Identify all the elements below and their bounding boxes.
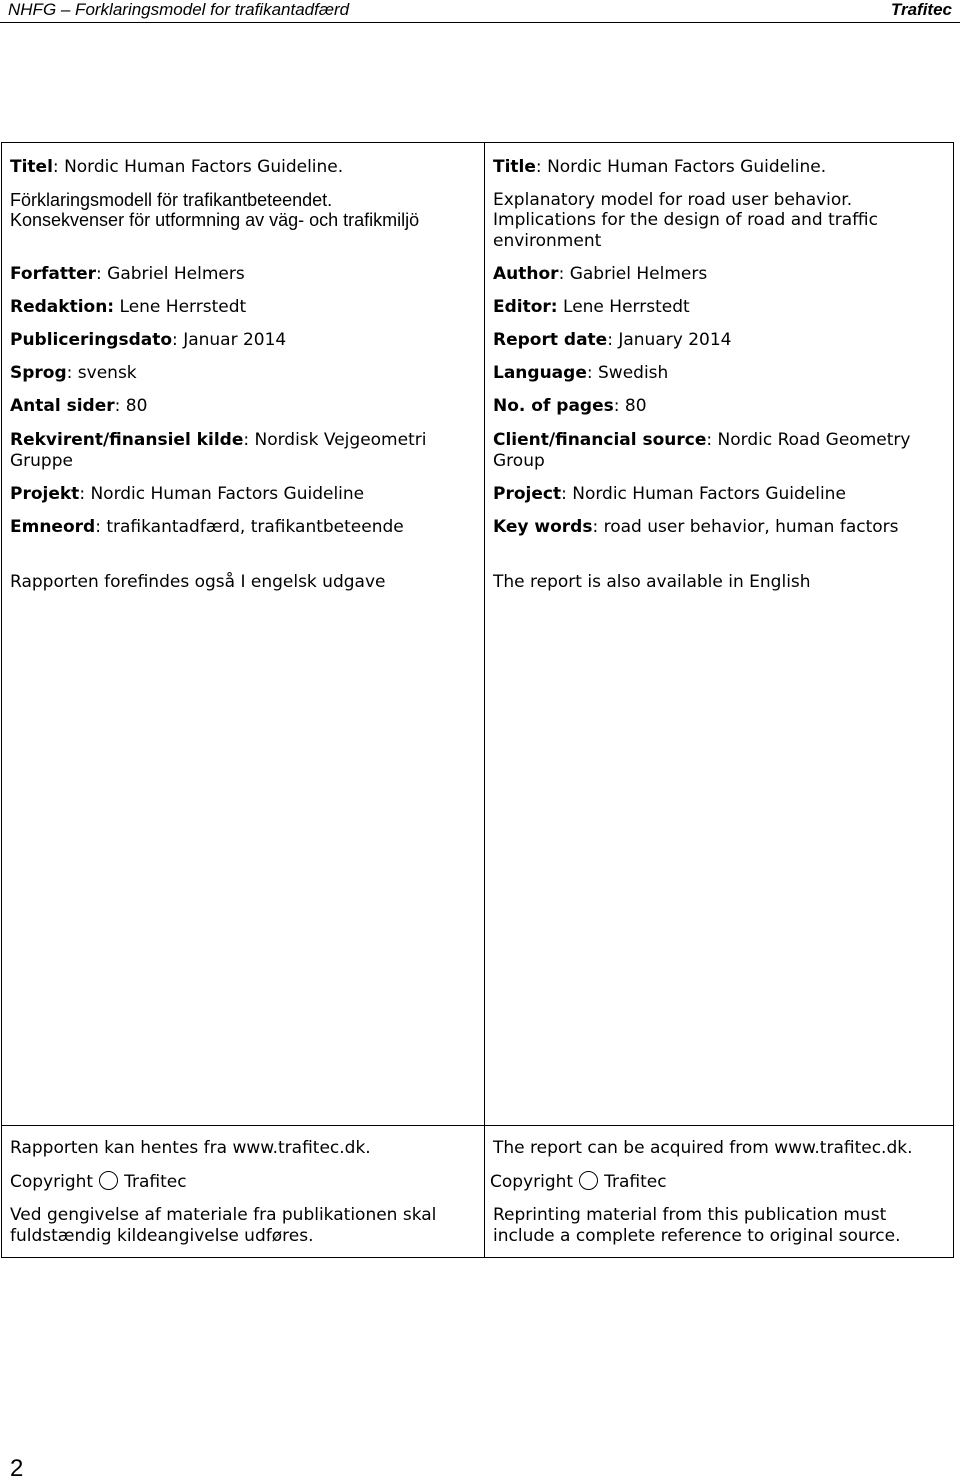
left-keywords-label: Emneord (10, 517, 96, 537)
header-brand: Trafitec (890, 0, 952, 19)
right-footer-line1: The report can be acquired from www.trafitec.dk. (493, 1138, 913, 1158)
copyright-icon (99, 1171, 118, 1190)
left-project-label: Projekt (10, 484, 80, 504)
left-title-row: Titel: Nordic Human Factors Guideline. (10, 157, 344, 177)
copyright-icon (579, 1171, 598, 1190)
right-copyright-owner: Trafitec (604, 1172, 667, 1192)
column-divider (484, 142, 485, 1258)
right-project-value: Nordic Human Factors Guideline (572, 484, 846, 504)
left-lang-label: Sprog (10, 363, 67, 383)
left-footer-line1: Rapporten kan hentes fra www.trafitec.dk. (10, 1138, 371, 1158)
right-keywords-row: Key words: road user behavior, human factors (493, 517, 899, 537)
right-copyright-word: Copyright (490, 1172, 574, 1192)
right-footer-line3: Reprinting material from this publication must (493, 1205, 887, 1225)
left-date-value: Januar 2014 (183, 330, 287, 350)
left-client-line2: Gruppe (10, 451, 73, 471)
left-client-value: Nordisk Vejgeometri (254, 430, 427, 450)
left-project-value: Nordic Human Factors Guideline (90, 484, 365, 504)
left-keywords-row: Emneord: trafikantadfærd, trafikantbeteende (10, 517, 404, 537)
right-date-label: Report date (493, 330, 608, 350)
left-author-value: Gabriel Helmers (107, 264, 245, 284)
right-title-label: Title (493, 157, 536, 177)
right-lang-label: Language (493, 363, 587, 383)
left-project-row: Projekt: Nordic Human Factors Guideline (10, 484, 365, 504)
right-date-value: January 2014 (618, 330, 732, 350)
right-title-value: Nordic Human Factors Guideline. (547, 157, 827, 177)
left-editor-value: Lene Herrstedt (119, 297, 247, 317)
left-keywords-value: trafikantadfærd, trafikantbeteende (106, 517, 404, 537)
right-title-line2: Explanatory model for road user behavior. (493, 190, 853, 210)
right-author-row: Author: Gabriel Helmers (493, 264, 708, 284)
left-title-line2: Förklaringsmodell för trafikantbeteendet. (10, 190, 333, 210)
left-title-value: Nordic Human Factors Guideline. (64, 157, 344, 177)
page-header (0, 0, 960, 23)
right-editor-label: Editor: (493, 297, 558, 317)
right-copyright-row (490, 1171, 667, 1193)
right-editor-value: Lene Herrstedt (563, 297, 690, 317)
left-editor-label: Redaktion: (10, 297, 115, 317)
left-availability: Rapporten forefindes også I engelsk udgave (10, 572, 386, 592)
left-title-label: Titel (10, 157, 53, 177)
right-pages-value: 80 (624, 396, 647, 416)
page-number: 2 (10, 1455, 24, 1482)
left-date-row: Publiceringsdato: Januar 2014 (10, 330, 287, 350)
left-client-label: Rekvirent/finansiel kilde (10, 430, 244, 450)
left-pages-value: 80 (125, 396, 148, 416)
header-title: NHFG – Forklaringsmodel for trafikantadfærd (8, 0, 350, 19)
left-pages-label: Antal sider (10, 396, 115, 416)
left-copyright-row (10, 1171, 187, 1193)
right-client-label: Client/financial source (493, 430, 707, 450)
right-title-line3: Implications for the design of road and traffic (493, 210, 878, 230)
left-footer-line4: fuldstændig kildeangivelse udføres. (10, 1226, 314, 1246)
right-footer-line4: include a complete reference to original source. (493, 1226, 901, 1246)
right-lang-value: Swedish (598, 363, 669, 383)
left-author-row: Forfatter: Gabriel Helmers (10, 264, 245, 284)
left-author-label: Forfatter (10, 264, 97, 284)
right-keywords-label: Key words (493, 517, 593, 537)
right-project-label: Project (493, 484, 562, 504)
right-author-label: Author (493, 264, 559, 284)
right-lang-row: Language: Swedish (493, 363, 669, 383)
left-copyright-owner: Trafitec (124, 1172, 187, 1192)
left-copyright-word: Copyright (10, 1172, 94, 1192)
left-date-label: Publiceringsdato (10, 330, 173, 350)
left-editor-row (10, 297, 246, 318)
left-lang-row: Sprog: svensk (10, 363, 137, 383)
right-client-value: Nordic Road Geometry (717, 430, 911, 450)
right-author-value: Gabriel Helmers (569, 264, 708, 284)
right-project-row: Project: Nordic Human Factors Guideline (493, 484, 846, 504)
left-pages-row: Antal sider: 80 (10, 396, 148, 416)
right-title-row: Title: Nordic Human Factors Guideline. (493, 157, 827, 177)
right-client-line2: Group (493, 451, 545, 471)
left-client-row: Rekvirent/finansiel kilde: Nordisk Vejgeometri (10, 430, 427, 450)
left-title-line3: Konsekvenser för utformning av väg- och trafikmiljö (10, 210, 420, 230)
right-pages-row: No. of pages: 80 (493, 396, 647, 416)
right-editor-row (493, 297, 690, 318)
right-keywords-value: road user behavior, human factors (603, 517, 899, 537)
left-lang-value: svensk (77, 363, 137, 383)
right-date-row: Report date: January 2014 (493, 330, 732, 350)
right-title-line4: environment (493, 231, 602, 251)
right-pages-label: No. of pages (493, 396, 614, 416)
left-footer-line3: Ved gengivelse af materiale fra publikationen skal (10, 1205, 437, 1225)
right-availability: The report is also available in English (493, 572, 811, 592)
footer-divider (1, 1125, 954, 1126)
right-client-row: Client/financial source: Nordic Road Geometry (493, 430, 911, 450)
